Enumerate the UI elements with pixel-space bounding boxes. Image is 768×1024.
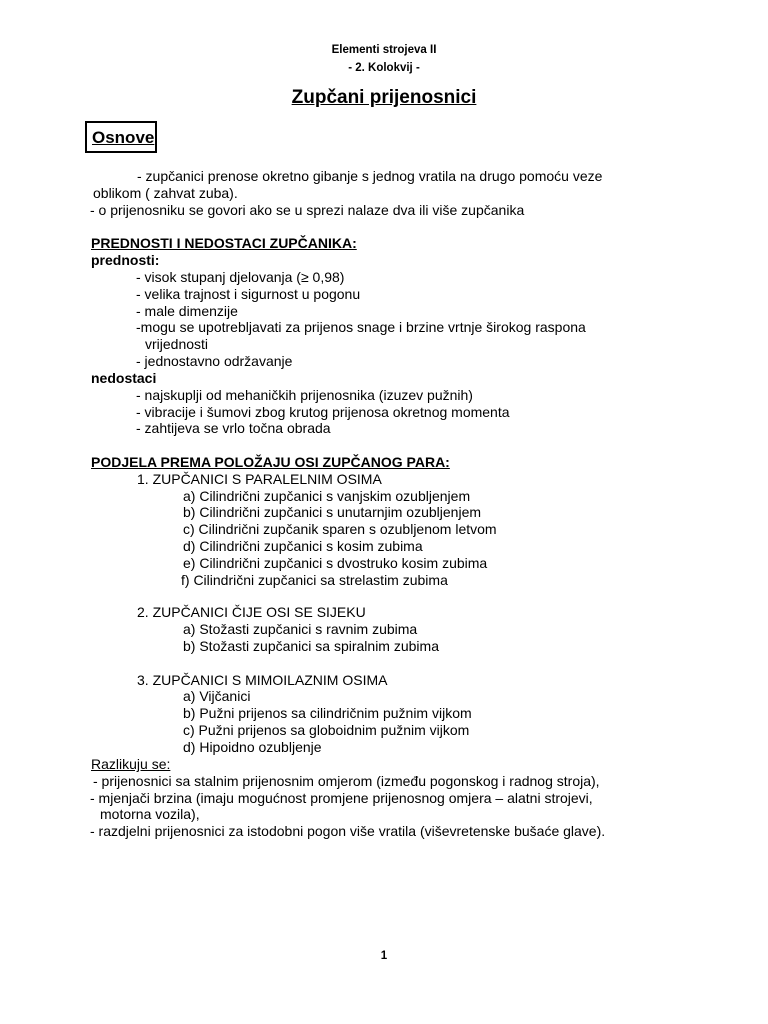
group-item: a) Vijčanici [183, 688, 251, 704]
group-item: c) Pužni prijenos sa globoidnim pužnim vijkom [183, 722, 470, 738]
group-item: c) Cilindrični zupčanik sparen s ozubljenom letvom [183, 521, 497, 537]
osnove-heading: Osnove [92, 128, 155, 147]
podjela-heading: PODJELA PREMA POLOŽAJU OSI ZUPČANOG PARA: [91, 454, 450, 470]
razlikuju-line: - prijenosnici sa stalnim prijenosnim omjerom (između pogonskog i radnog stroja), [93, 773, 600, 789]
nedostaci-item: - najskuplji od mehaničkih prijenosnika (izuzev pužnih) [136, 387, 473, 403]
page-title: Zupčani prijenosnici [291, 87, 477, 108]
prednosti-item: - jednostavno održavanje [136, 353, 293, 369]
prednosti-label: prednosti: [91, 252, 160, 268]
nedostaci-item: - vibracije i šumovi zbog krutog prijenosa okretnog momenta [136, 404, 510, 420]
course-title: Elementi strojeva II [331, 44, 437, 56]
group-item: d) Cilindrični zupčanici s kosim zubima [183, 538, 423, 554]
group-title: 1. ZUPČANICI S PARALELNIM OSIMA [137, 471, 382, 487]
prednosti-section-heading: PREDNOSTI I NEDOSTACI ZUPČANIKA: [91, 235, 357, 251]
group-item: b) Stožasti zupčanici sa spiralnim zubima [183, 638, 439, 654]
group-item: b) Pužni prijenos sa cilindričnim pužnim vijkom [183, 705, 472, 721]
razlikuju-line: motorna vozila), [100, 806, 200, 822]
nedostaci-item: - zahtijeva se vrlo točna obrada [136, 420, 331, 436]
razlikuju-line: - razdjelni prijenosnici za istodobni pogon više vratila (viševretenske bušaće glave). [90, 823, 606, 839]
group-title: 2. ZUPČANICI ČIJE OSI SE SIJEKU [137, 604, 366, 620]
osnove-line: - o prijenosniku se govori ako se u sprezi nalaze dva ili više zupčanika [90, 202, 525, 218]
osnove-heading-box [85, 121, 157, 153]
page-number: 1 [380, 950, 388, 962]
razlikuju-heading: Razlikuju se: [91, 756, 171, 772]
osnove-line: oblikom ( zahvat zuba). [93, 185, 238, 201]
osnove-line: - zupčanici prenose okretno gibanje s jednog vratila na drugo pomoću veze [137, 168, 603, 184]
nedostaci-label: nedostaci [91, 370, 157, 386]
group-item: b) Cilindrični zupčanici s unutarnjim ozubljenjem [183, 504, 482, 520]
prednosti-item: - male dimenzije [136, 303, 238, 319]
razlikuju-line: - mjenjači brzina (imaju mogućnost promjene prijenosnog omjera – alatni strojevi, [90, 790, 593, 806]
prednosti-item: vrijednosti [145, 336, 209, 352]
prednosti-item: - velika trajnost i sigurnost u pogonu [136, 286, 361, 302]
group-item: a) Stožasti zupčanici s ravnim zubima [183, 621, 418, 637]
group-item: a) Cilindrični zupčanici s vanjskim ozubljenjem [183, 488, 471, 504]
exam-label: - 2. Kolokvij - [348, 62, 420, 74]
prednosti-item: - visok stupanj djelovanja (≥ 0,98) [136, 269, 345, 285]
group-item: e) Cilindrični zupčanici s dvostruko kosim zubima [183, 555, 488, 571]
prednosti-item: -mogu se upotrebljavati za prijenos snage i brzine vrtnje širokog raspona [136, 319, 586, 335]
group-item: f) Cilindrični zupčanici sa strelastim zubima [181, 572, 448, 588]
group-title: 3. ZUPČANICI S MIMOILAZNIM OSIMA [137, 672, 388, 688]
group-item: d) Hipoidno ozubljenje [183, 739, 322, 755]
